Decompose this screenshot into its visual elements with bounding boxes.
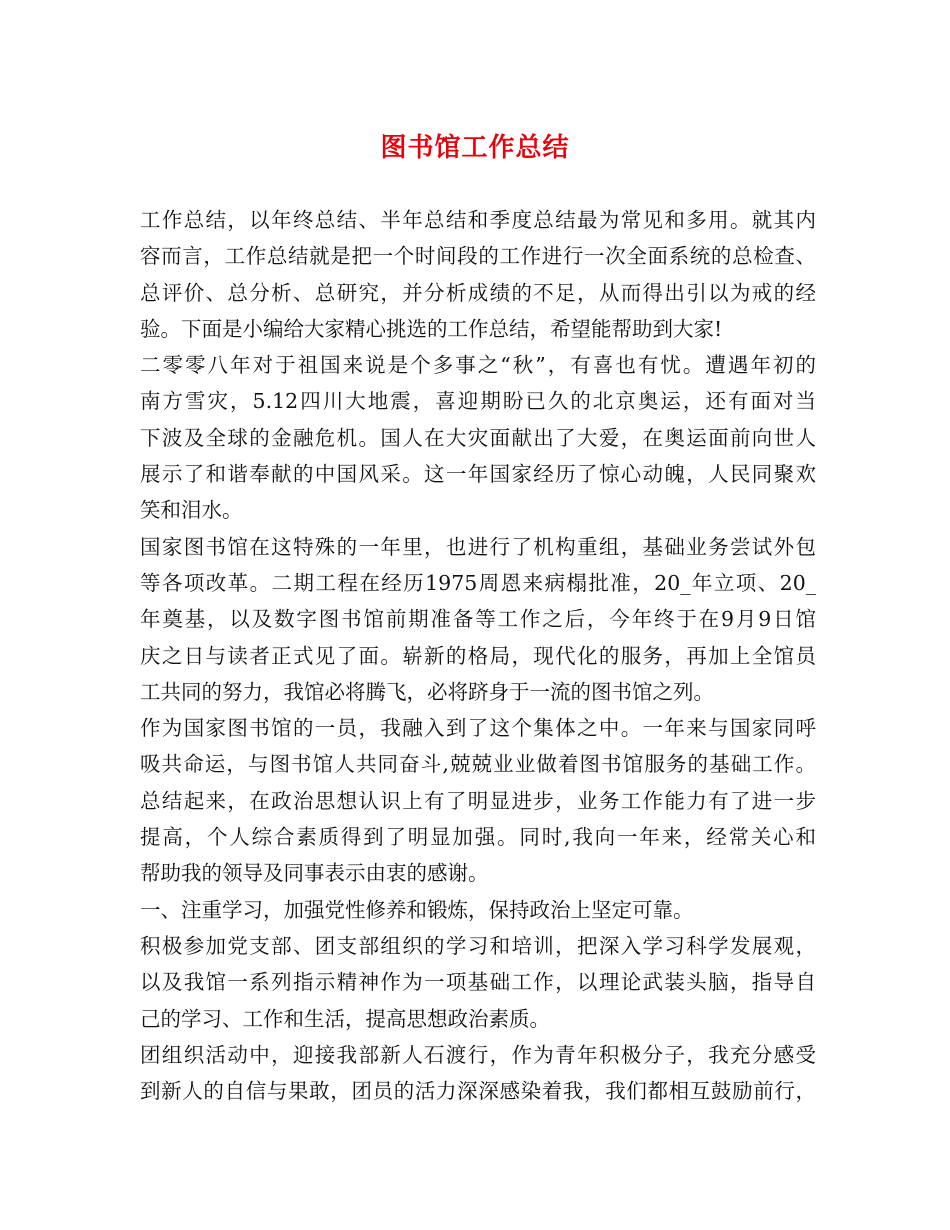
- body-text-line: 工共同的努力，我馆必将腾飞，必将跻身于一流的图书馆之列。: [140, 679, 714, 704]
- document-body: [140, 202, 816, 1109]
- body-text-line: 一、注重学习，加强党性修养和锻炼，保持政治上坚定可靠。: [140, 897, 694, 922]
- document-title: 图书馆工作总结: [380, 133, 570, 163]
- body-text-line: 南方雪灾，5.12四川大地震，喜迎期盼已久的北京奥运，还有面对当: [140, 389, 816, 414]
- body-text-line: 展示了和谐奉献的中国风采。这一年国家经历了惊心动魄，人民同聚欢: [140, 462, 816, 487]
- body-text-line: 作为国家图书馆的一员，我融入到了这个集体之中。一年来与国家同呼: [140, 716, 816, 741]
- body-text-line: 己的学习、工作和生活，提高思想政治素质。: [140, 1006, 550, 1031]
- body-text-line: 提高，个人综合素质得到了明显加强。同时,我向一年来，经常关心和: [140, 825, 816, 850]
- body-text-line: 帮助我的领导及同事表示由衷的感谢。: [140, 861, 489, 886]
- body-text-line: 笑和泪水。: [140, 498, 243, 523]
- body-text-line: 以及我馆一系列指示精神作为一项基础工作，以理论武装头脑，指导自: [140, 970, 816, 995]
- body-text-line: 等各项改革。二期工程在经历1975周恩来病榻批准，20_年立项、20_: [140, 570, 816, 595]
- body-text-line: 年奠基，以及数字图书馆前期准备等工作之后，今年终于在9月9日馆: [140, 607, 816, 632]
- body-text-line: 到新人的自信与果敢，团员的活力深深感染着我，我们都相互鼓励前行，: [140, 1079, 816, 1104]
- body-text-line: 工作总结，以年终总结、半年总结和季度总结最为常见和多用。就其内: [140, 208, 816, 232]
- body-text-line: 总结起来，在政治思想认识上有了明显进步，业务工作能力有了进一步: [140, 788, 816, 813]
- body-text-line: 团组织活动中，迎接我部新人石渡行，作为青年积极分子，我充分感受: [140, 1042, 816, 1067]
- body-text-line: 下波及全球的金融危机。国人在大灾面献出了大爱，在奥运面前向世人: [140, 425, 816, 450]
- body-text-line: 积极参加党支部、团支部组织的学习和培训，把深入学习科学发展观，: [140, 933, 816, 958]
- body-text-line: 吸共命运，与图书馆人共同奋斗,兢兢业业做着图书馆服务的基础工作。: [140, 752, 816, 777]
- body-text-line: 庆之日与读者正式见了面。崭新的格局，现代化的服务，再加上全馆员: [140, 643, 816, 668]
- body-text-line: 二零零八年对于祖国来说是个多事之“秋”，有喜也有忧。遭遇年初的: [140, 353, 816, 378]
- body-text-line: 验。下面是小编给大家精心挑选的工作总结，希望能帮助到大家!: [140, 316, 723, 341]
- body-text-line: 容而言，工作总结就是把一个时间段的工作进行一次全面系统的总检查、: [140, 244, 816, 269]
- body-text-line: 总评价、总分析、总研究，并分析成绩的不足，从而得出引以为戒的经: [140, 280, 816, 305]
- body-text-line: 国家图书馆在这特殊的一年里，也进行了机构重组，基础业务尝试外包: [140, 534, 816, 559]
